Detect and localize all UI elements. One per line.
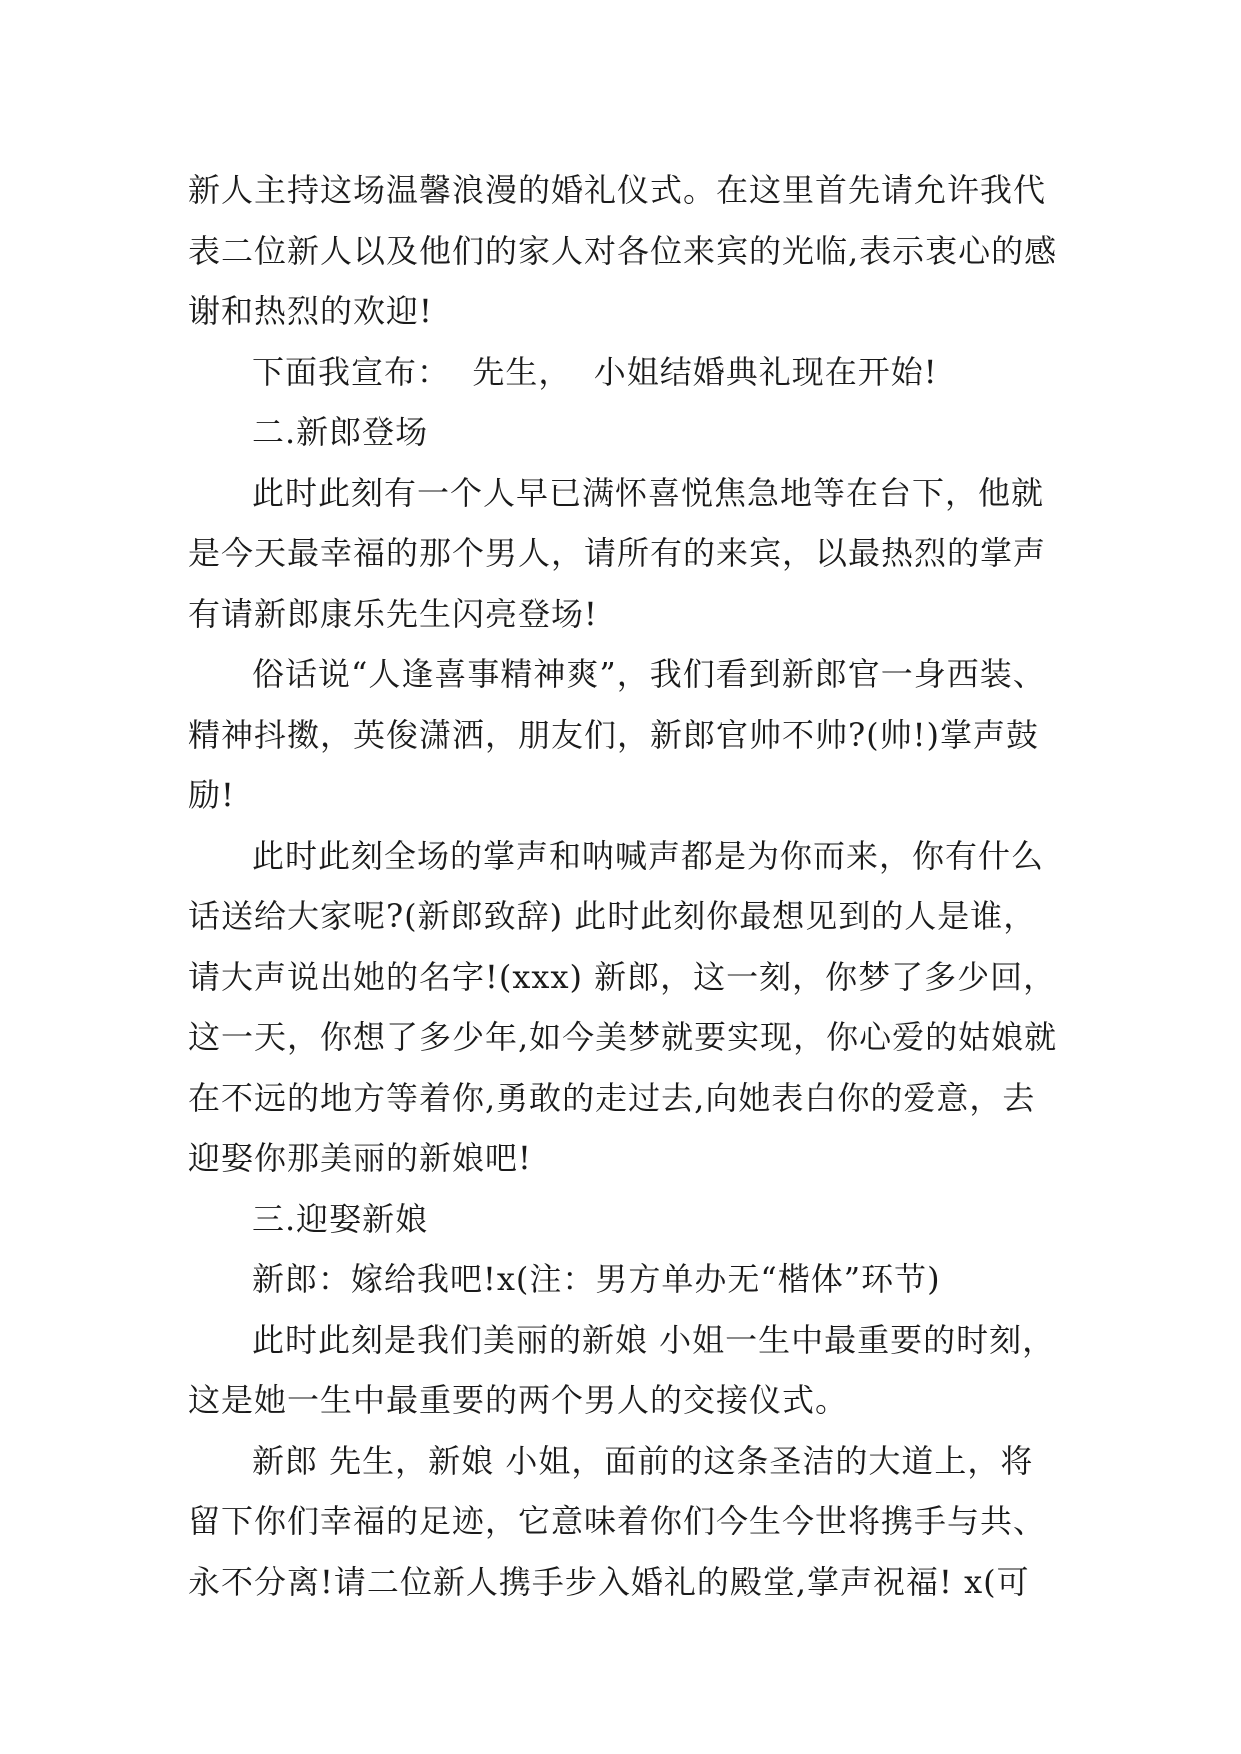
document-body — [188, 160, 1058, 1612]
section-heading-groom-entrance: 二.新郎登场 — [252, 413, 429, 451]
paragraph-groom-proposal: 新郎：嫁给我吧!x(注：男方单办无“楷体”环节) — [252, 1260, 941, 1298]
paragraph-groom-intro: 此时此刻有一个人早已满怀喜悦焦急地等在台下，他就是今天最幸福的那个男人，请所有的来宾，以最热烈的掌声有请新郎康乐先生闪亮登场! — [188, 473, 1047, 633]
paragraph-groom-praise: 俗话说“人逢喜事精神爽”，我们看到新郎官一身西装、精神抖擞，英俊潇洒，朋友们，新郎官帅不帅?(帅!)掌声鼓励! — [188, 655, 1046, 814]
paragraph-aisle-walk: 新郎 先生，新娘 小姐，面前的这条圣洁的大道上，将留下你们幸福的足迹，它意味着你们今生今世将携手与共、永不分离!请二位新人携手步入婚礼的殿堂,掌声祝福! x(可 — [188, 1441, 1047, 1601]
section-heading-welcome-bride: 三.迎娶新娘 — [252, 1199, 429, 1238]
paragraph-bride-moment: 此时此刻是我们美丽的新娘 小姐一生中最重要的时刻，这是她一生中最重要的两个男人的交接仪式。 — [188, 1320, 1056, 1419]
paragraph-groom-speech: 此时此刻全场的掌声和呐喊声都是为你而来，你有什么话送给大家呢?(新郎致辞) 此时此刻你最想见到的人是谁，请大声说出她的名字!(xxx) 新郎，这一刻，你梦了多少回，这一天，你想了多少年,如今美梦就要实现，你心爱的姑娘就在不远的地方等着你,勇敢的走过去,向她表白你的爱意，去迎娶你那美丽的新娘吧! — [188, 836, 1058, 1177]
paragraph-intro: 新人主持这场温馨浪漫的婚礼仪式。在这里首先请允许我代表二位新人以及他们的家人对各位来宾的光临,表示衷心的感谢和热烈的欢迎! — [188, 171, 1058, 330]
paragraph-announcement: 下面我宣布： 先生， 小姐结婚典礼现在开始! — [252, 352, 938, 391]
